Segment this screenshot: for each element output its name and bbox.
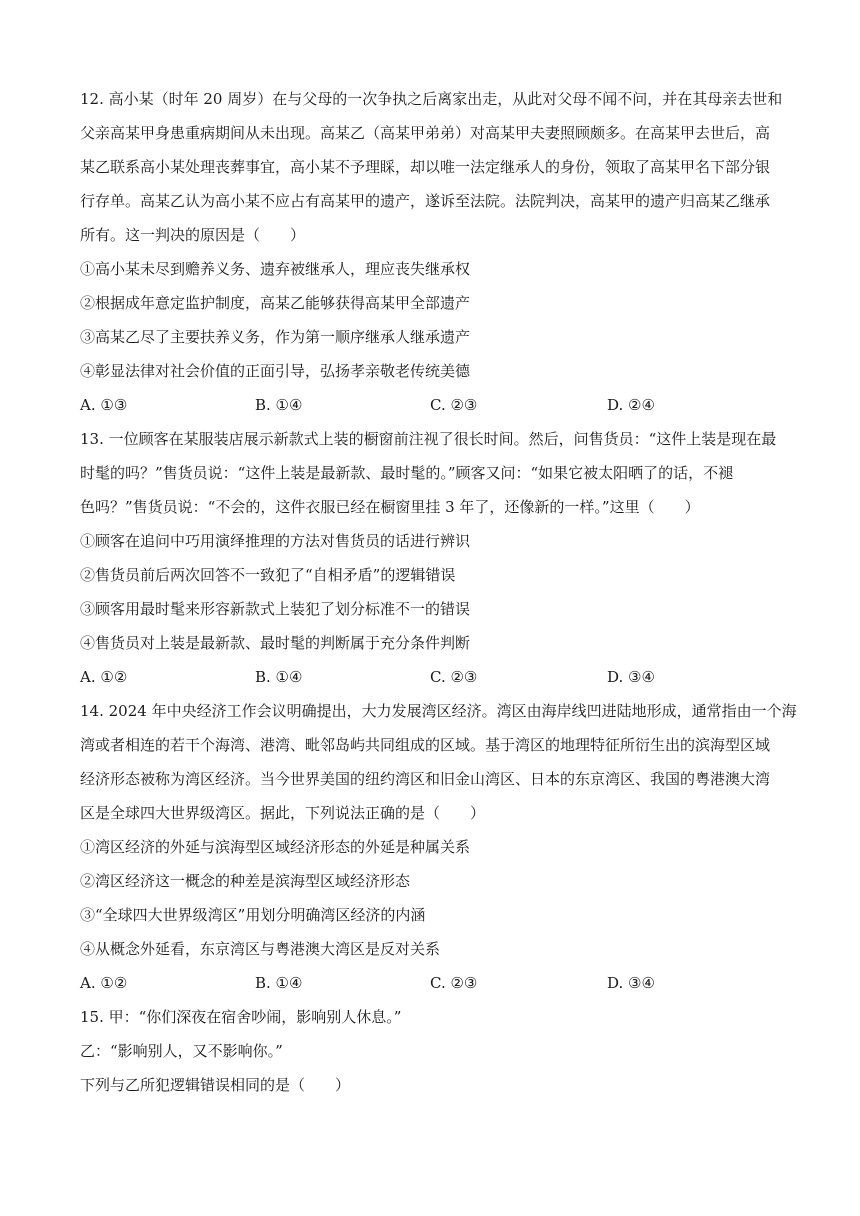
question-12 [80,82,783,422]
answer-options [80,388,780,422]
question-stem-line: 所有。这一判决的原因是（ ） [80,226,306,244]
question-14 [80,694,797,1000]
question-stem-line: 经济形态被称为湾区经济。当今世界美国的纽约湾区和旧金山湾区、日本的东京湾区、我国的粤港澳大湾 [80,770,771,788]
exam-page [80,82,797,1102]
statement: ④从概念外延看，东京湾区与粤港澳大湾区是反对关系 [80,940,441,958]
option-d: D. ③④ [607,668,655,686]
question-stem-line: 区是全球四大世界级湾区。据此，下列说法正确的是（ ） [80,804,486,822]
question-stem-line: 13. 一位顾客在某服装店展示新款式上装的橱窗前注视了很长时间。然后，问售货员：“这件上装是现在最 [80,430,777,448]
option-d: D. ③④ [607,974,655,992]
statement: ②根据成年意定监护制度，高某乙能够获得高某甲全部遗产 [80,294,471,312]
statement: ①湾区经济的外延与滨海型区域经济形态的外延是种属关系 [80,838,471,856]
option-a: A. ①② [80,974,128,992]
question-13 [80,422,780,694]
question-15 [80,1000,780,1102]
question-stem-line: 14. 2024 年中央经济工作会议明确提出，大力发展湾区经济。湾区由海岸线凹进陆地形成，通常指由一个海 [80,702,797,720]
option-d: D. ②④ [607,396,655,414]
statement: ②湾区经济这一概念的种差是滨海型区域经济形态 [80,872,411,890]
question-stem-line: 色吗？”售货员说：“不会的，这件衣服已经在橱窗里挂 3 年了，还像新的一样。”这里（ ） [80,498,700,516]
statement: ③高某乙尽了主要扶养义务，作为第一顺序继承人继承遗产 [80,328,471,346]
answer-options [80,966,780,1000]
option-a: A. ①③ [80,396,128,414]
option-b: B. ①④ [255,668,303,686]
question-stem-line: 12. 高小某（时年 20 周岁）在与父母的一次争执之后离家出走，从此对父母不闻不问，并在其母亲去世和 [80,90,783,108]
question-stem-line: 湾或者相连的若干个海湾、港湾、毗邻岛屿共同组成的区域。基于湾区的地理特征所衍生出的滨海型区域 [80,736,771,754]
statement: ②售货员前后两次回答不一致犯了“自相矛盾”的逻辑错误 [80,566,456,584]
option-a: A. ①② [80,668,128,686]
question-stem-line: 乙：“影响别人，又不影响你。” [80,1042,283,1060]
statement: ④彰显法律对社会价值的正面引导，弘扬孝亲敬老传统美德 [80,362,471,380]
option-c: C. ②③ [430,396,478,414]
statement: ①顾客在追问中巧用演绎推理的方法对售货员的话进行辨识 [80,532,471,550]
option-b: B. ①④ [255,974,303,992]
question-stem-line: 时髦的吗？”售货员说：“这件上装是最新款、最时髦的。”顾客又问：“如果它被太阳晒了的话，不褪 [80,464,734,482]
answer-options [80,660,780,694]
statement: ③“全球四大世界级湾区”用划分明确湾区经济的内涵 [80,906,426,924]
statement: ①高小某未尽到赡养义务、遗弃被继承人，理应丧失继承权 [80,260,471,278]
question-stem-line: 父亲高某甲身患重病期间从未出现。高某乙（高某甲弟弟）对高某甲夫妻照顾颇多。在高某甲去世后，高 [80,124,771,142]
statement: ③顾客用最时髦来形容新款式上装犯了划分标准不一的错误 [80,600,471,618]
question-stem-line: 15. 甲：“你们深夜在宿舍吵闹，影响别人休息。” [80,1008,402,1026]
question-stem-line: 某乙联系高小某处理丧葬事宜，高小某不予理睬，却以唯一法定继承人的身份，领取了高某甲名下部分银 [80,158,771,176]
question-stem-line: 行存单。高某乙认为高小某不应占有高某甲的遗产，遂诉至法院。法院判决，高某甲的遗产归高某乙继承 [80,192,771,210]
statement: ④售货员对上装是最新款、最时髦的判断属于充分条件判断 [80,634,471,652]
option-c: C. ②③ [430,974,478,992]
option-b: B. ①④ [255,396,303,414]
question-stem-line: 下列与乙所犯逻辑错误相同的是（ ） [80,1076,351,1094]
option-c: C. ②③ [430,668,478,686]
